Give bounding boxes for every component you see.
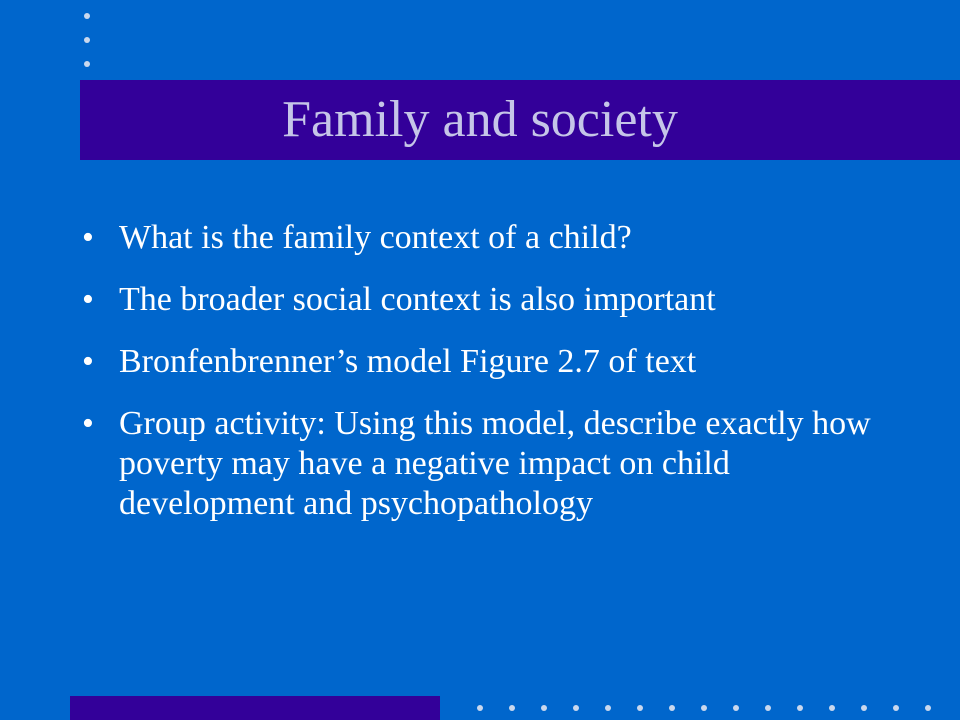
decor-dot: [605, 705, 611, 711]
bullet-item: • Bronfenbrenner’s model Figure 2.7 of text: [82, 342, 882, 382]
bullet-item: • Group activity: Using this model, describe exactly how poverty may have a negative impact on child development and psychopathology: [82, 404, 882, 524]
decor-dot: [573, 705, 579, 711]
slide-title: Family and society: [282, 91, 678, 148]
decor-dot: [84, 37, 90, 43]
decor-dot: [509, 705, 515, 711]
decor-dot: [669, 705, 675, 711]
decor-dot: [829, 705, 835, 711]
decor-dot: [861, 705, 867, 711]
decor-dot: [797, 705, 803, 711]
decor-dot: [893, 705, 899, 711]
decor-dot: [477, 705, 483, 711]
decor-dot: [765, 705, 771, 711]
bullet-list: [82, 218, 882, 546]
bullet-item: • What is the family context of a child?: [82, 218, 882, 258]
decor-dot: [541, 705, 547, 711]
bottom-bar: [70, 696, 440, 720]
decor-dot: [701, 705, 707, 711]
decor-dot: [637, 705, 643, 711]
decor-dot: [925, 705, 931, 711]
bullet-item: • The broader social context is also important: [82, 280, 882, 320]
decor-dot: [733, 705, 739, 711]
decor-dot: [84, 13, 90, 19]
decor-dot: [84, 61, 90, 67]
